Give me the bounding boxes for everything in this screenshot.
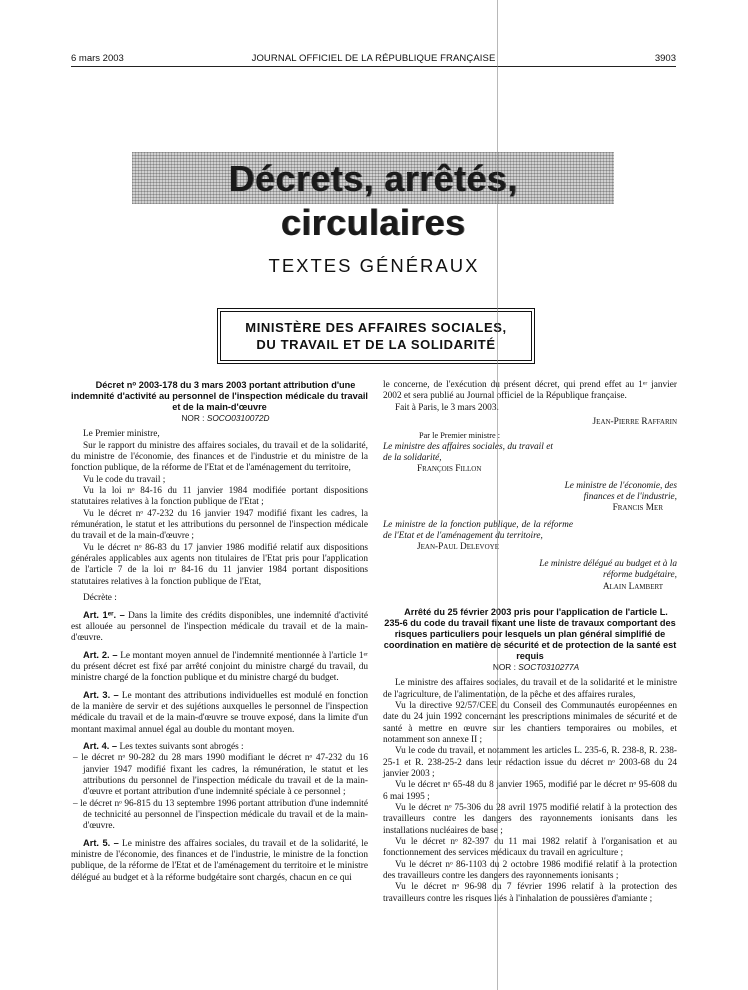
done-at: Fait à Paris, le 3 mars 2003. <box>395 402 499 413</box>
decrete: Décrète : <box>83 593 117 604</box>
journal-name: JOURNAL OFFICIEL DE LA RÉPUBLIQUE FRANÇAISE <box>251 53 496 64</box>
list-item: – le décret nᵒ 96-815 du 13 septembre 1996 portant attribution d'une indemnité de technicité au personnel de l'inspection médicale du travail et de la main-d'œuvre. <box>73 798 368 832</box>
signature-title: Le ministre de la fonction publique, de la réforme de l'Etat et de l'aménagement du territoire, <box>383 519 573 542</box>
nor-code: SOCO0310072D <box>206 413 270 423</box>
recital: Vu le décret nᵒ 86-83 du 17 janvier 1986 modifié relatif aux dispositions générales applicables aux agents non titulaires de l'Etat pris pour l'application de l'article 7 de la loi nᵒ 84-16 du 11 janvier 1984 portant dispositions statutaires relatives à la fonction publique de l'Etat, <box>71 542 368 587</box>
article-text: Les textes suivants sont abrogés : <box>119 741 244 752</box>
article-5 <box>71 838 368 884</box>
article-label: Art. 5. – <box>83 837 119 848</box>
article-4 <box>71 741 368 753</box>
header-rule <box>71 66 676 67</box>
article-label: Art. 1ᵉʳ. – <box>83 609 125 620</box>
article-text: Le montant des attributions individuelles est modulé en fonction de la manière de servir et des sujétions auxquelles le personnel de l'inspection médicale du travail et de la main-d'œuvre se trouve exposé, dans la limite d'un montant maximal annuel égal au double du montant moyen. <box>71 690 368 735</box>
right-column <box>383 380 677 905</box>
arrete-paragraph: Vu le décret nᵒ 82-397 du 11 mai 1982 relatif à l'organisation et au fonctionnement des services médicaux du travail en agriculture ; <box>383 837 677 859</box>
arrete-nor <box>383 662 677 673</box>
article-5-continued: le concerne, de l'exécution du présent décret, qui prend effet au 1ᵉʳ janvier 2002 et sera publié au Journal officiel de la République française. <box>383 380 677 402</box>
article-3 <box>71 690 368 736</box>
decree-nor <box>71 413 368 424</box>
left-column <box>71 380 368 884</box>
nor-code: SOCT0310277A <box>518 661 580 672</box>
arrete-paragraph: Vu le décret nᵒ 96-98 du 7 février 1996 relatif à la protection des travailleurs contre les risques liés à l'inhalation de poussières d'amiante ; <box>383 882 677 904</box>
ministry-line-2: DU TRAVAIL ET DE LA SOLIDARITÉ <box>256 337 496 352</box>
recital: Vu le code du travail ; <box>83 474 166 485</box>
arrete-paragraph: Le ministre des affaires sociales, du travail et de la solidarité et le ministre de l'agriculture, de l'alimentation, de la pêche et des affaires rurales, <box>383 678 677 700</box>
arrete-paragraph: Vu la directive 92/57/CEE du Conseil des Communautés européennes en date du 24 juin 1992 concernant les prescriptions minimales de sécurité et de santé à mettre en œuvre sur les chantiers temporaires ou mobiles, et notamment son annexe II ; <box>383 700 677 745</box>
scan-fold-line <box>497 0 498 990</box>
article-text: Le ministre des affaires sociales, du travail et de la solidarité, le ministre de l'économie, des finances et de l'industrie, le ministre de la fonction publique, de la réforme de l'Etat et de l'aménagement du territoire et le ministre délégué au budget et à la réforme budgétaire sont chargés, chacun en ce qui <box>71 838 368 883</box>
article-label: Art. 2. – <box>83 649 118 660</box>
article-2 <box>71 650 368 685</box>
article-text: Dans la limite des crédits disponibles, une indemnité d'activité est allouée au personnel de l'inspection médicale du travail et de la main-d'œuvre. <box>71 610 368 644</box>
article-label: Art. 3. – <box>83 689 119 700</box>
premier-ministre: Le Premier ministre, <box>83 429 160 440</box>
ministry-heading <box>220 311 532 361</box>
signature-name: Francis Mer <box>612 503 663 514</box>
banner-title: Décrets, arrêtés, circulaires <box>228 158 518 243</box>
recital: Sur le rapport du ministre des affaires sociales, du travail et de la solidarité, du ministre de l'économie, des finances et de l'industrie et du ministre de la fonction publique, de la réforme de l'Etat et de l'aménagement du territoire, <box>71 440 368 474</box>
recital: Vu le décret nᵒ 47-232 du 16 janvier 1947 modifié fixant les cadres, la rémunération, le statut et les attributions du personnel de l'inspection médicale du travail et de la main-d'œuvre ; <box>71 508 368 542</box>
nor-label: NOR : <box>492 661 516 672</box>
running-head <box>71 53 676 67</box>
signature-name: Jean-Paul Delevoye <box>417 542 499 553</box>
arrete-paragraph: Vu le code du travail, et notamment les articles L. 235-6, R. 238-8, R. 238-25-1 et R. 238-25-2 dans leur rédaction issue du décret nᵒ 2003-68 du 24 janvier 2003 ; <box>383 746 677 779</box>
list-item: – le décret nᵒ 90-282 du 28 mars 1990 modifiant le décret nᵒ 47-232 du 16 janvier 1947 modifié fixant les cadres, la rémunération, le statut et les attributions du personnel de l'inspection médicale du travail et de la main-d'œuvre et portant attribution d'une indemnité spéciale à ce personnel ; <box>73 753 368 798</box>
article-text: Le montant moyen annuel de l'indemnité mentionnée à l'article 1ᵉʳ du présent décret est fixé par arrêté conjoint du ministre chargé du travail, du ministre chargé de la fonction publique et du ministre chargé du budget. <box>71 650 368 684</box>
arrete-paragraph: Vu le décret nᵒ 86-1103 du 2 octobre 1986 modifié relatif à la protection des travailleurs contre les dangers des rayonnements ionisants ; <box>383 859 677 882</box>
arrete-paragraph: Vu le décret nᵒ 65-48 du 8 janvier 1965, modifié par le décret nᵒ 95-608 du 6 mai 1995 ; <box>383 780 677 802</box>
section-title: TEXTES GÉNÉRAUX <box>268 255 480 276</box>
signature-title: Le ministre des affaires sociales, du travail et de la solidarité, <box>383 441 553 464</box>
by-premier-ministre: Par le Premier ministre : <box>419 431 501 441</box>
abrogated-list <box>71 753 368 832</box>
signature-name: François Fillon <box>417 464 482 475</box>
issue-date: 6 mars 2003 <box>71 53 124 64</box>
ministry-line-1: MINISTÈRE DES AFFAIRES SOCIALES, <box>245 320 507 335</box>
article-label: Art. 4. – <box>83 740 118 751</box>
signature-name: Alain Lambert <box>602 581 663 592</box>
article-1 <box>71 610 368 645</box>
nor-label: NOR : <box>181 413 205 423</box>
decree-title: Décret nᵒ 2003-178 du 3 mars 2003 portant attribution d'une indemnité d'activité au personnel de l'inspection médicale du travail et de la main-d'œuvre <box>71 380 368 412</box>
signer-main: Jean-Pierre Raffarin <box>592 417 677 428</box>
page-number: 3903 <box>654 53 676 64</box>
recital: Vu la loi nᵒ 84-16 du 11 janvier 1984 modifiée portant dispositions statutaires relatives à la fonction publique de l'Etat ; <box>71 486 368 508</box>
arrete-title: Arrêté du 25 février 2003 pris pour l'application de l'article L. 235-6 du code du travail fixant une liste de travaux comportant des risques particuliers pour lesquels un plan général simplifié de coordination en matière de sécurité et de protection de la santé est requis <box>383 606 677 661</box>
signature-title: Le ministre délégué au budget et à la réforme budgétaire, <box>539 558 677 581</box>
signature-title: Le ministre de l'économie, des finances et de l'industrie, <box>564 480 677 503</box>
arrete-paragraph: Vu le décret nᵒ 75-306 du 28 avril 1975 modifié relatif à la protection des travailleurs contre les dangers des rayonnements ionisants dans les installations nucléaires de base ; <box>383 802 677 836</box>
